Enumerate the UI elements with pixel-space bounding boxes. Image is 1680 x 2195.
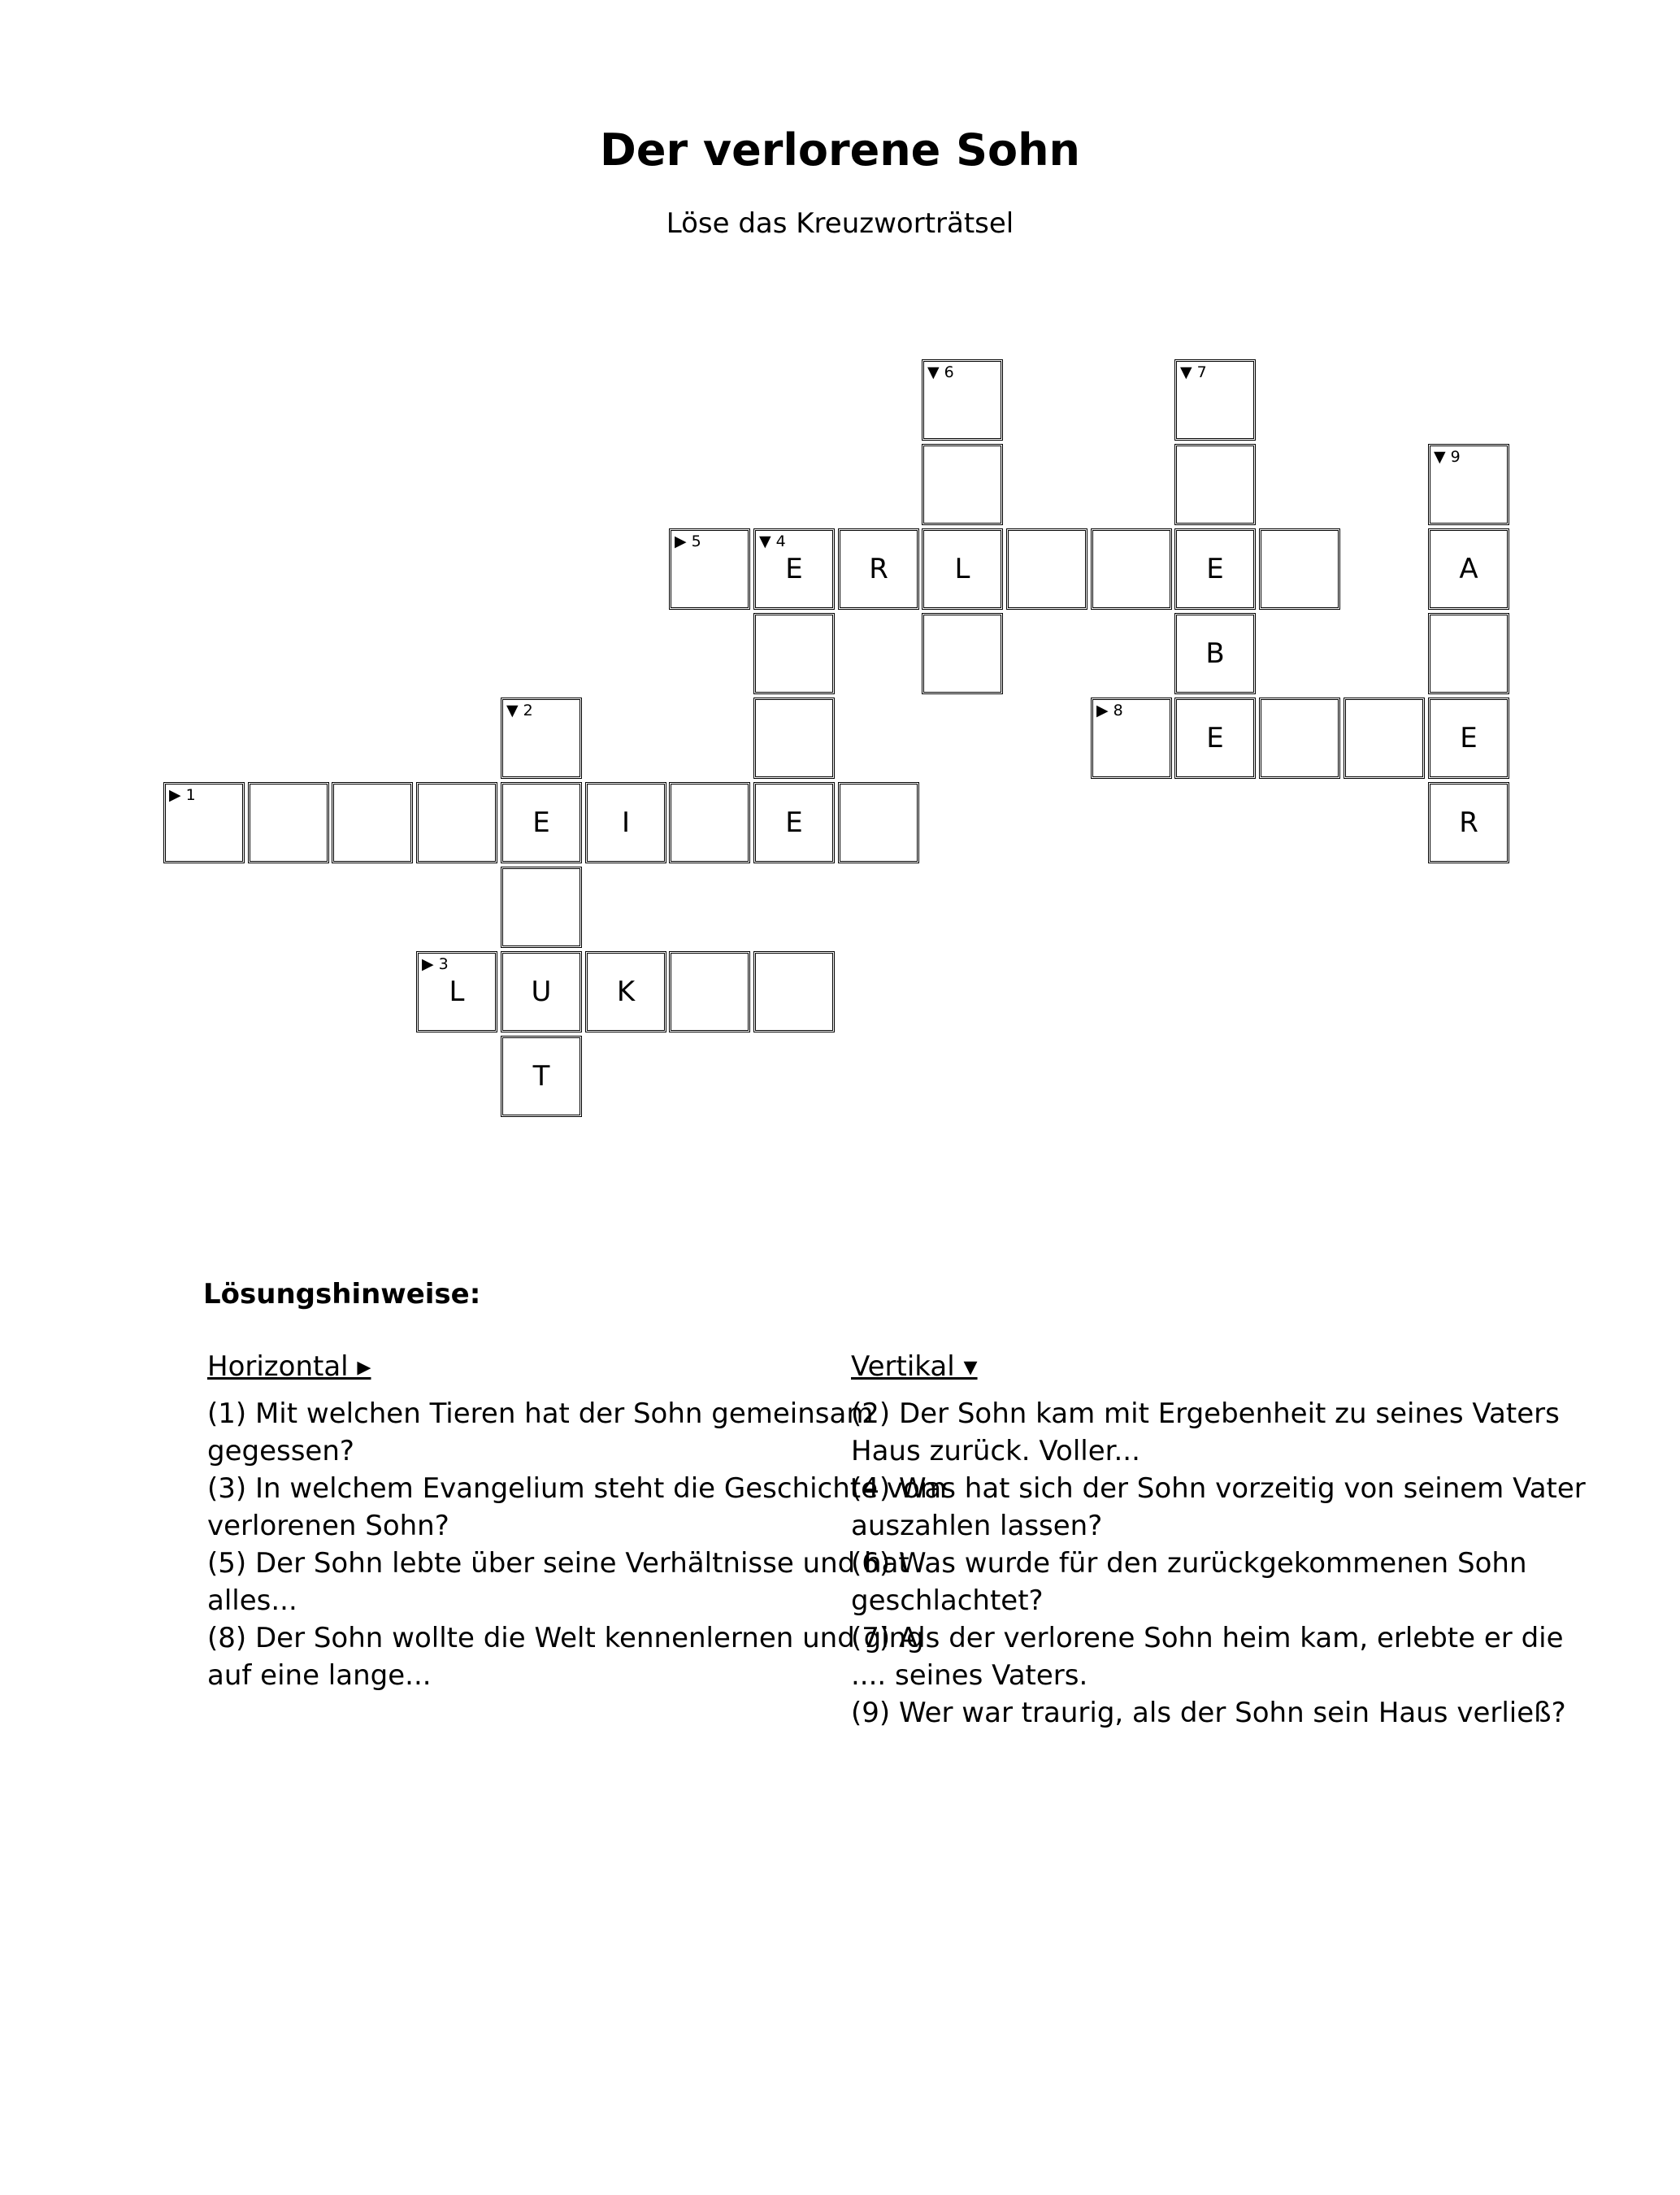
crossword-cell[interactable] xyxy=(1006,528,1087,610)
clue-vertical-7: (7) Als der verlorene Sohn heim kam, erlebte er die .... seines Vaters. xyxy=(851,1622,1564,1692)
cell-letter: U xyxy=(531,976,552,1008)
cell-letter xyxy=(924,446,1001,523)
cell-letter xyxy=(1261,700,1338,776)
crossword-cell[interactable] xyxy=(753,698,835,779)
clue-horizontal-3: (3) In welchem Evangelium steht die Geschichte vom verlorenen Sohn? xyxy=(207,1472,947,1542)
cell-letter xyxy=(756,700,832,776)
crossword-cell[interactable] xyxy=(1091,528,1172,610)
cell-letter: A xyxy=(1459,553,1478,585)
cell-letter xyxy=(503,700,580,776)
cell-letter: K xyxy=(616,976,636,1008)
crossword-cell[interactable] xyxy=(753,613,835,694)
horizontal-clues xyxy=(207,1348,963,1694)
cell-letter xyxy=(1261,531,1338,607)
crossword-cell[interactable] xyxy=(1091,698,1172,779)
cell-letter xyxy=(756,615,832,692)
cell-letter xyxy=(924,615,1001,692)
crossword-cell[interactable] xyxy=(753,782,835,863)
crossword-cell[interactable] xyxy=(753,951,835,1032)
crossword-cell[interactable] xyxy=(332,782,413,863)
clue-horizontal-1: (1) Mit welchen Tieren hat der Sohn gemeinsam gegessen? xyxy=(207,1397,874,1467)
crossword-cell[interactable] xyxy=(669,782,750,863)
crossword-cell[interactable] xyxy=(922,528,1003,610)
cell-letter xyxy=(166,785,242,861)
crossword-cell[interactable] xyxy=(585,782,666,863)
crossword-cell[interactable] xyxy=(1174,613,1256,694)
crossword-cell[interactable] xyxy=(416,951,497,1032)
crossword-cell[interactable] xyxy=(922,359,1003,441)
crossword-cell[interactable] xyxy=(501,867,582,948)
clue-vertical-9: (9) Wer war traurig, als der Sohn sein Haus verließ? xyxy=(851,1697,1566,1729)
cell-letter: E xyxy=(532,806,550,839)
crossword-cell[interactable] xyxy=(922,444,1003,525)
crossword-cell[interactable] xyxy=(1428,782,1509,863)
cell-letter: R xyxy=(1459,806,1478,839)
cell-letter xyxy=(503,869,580,945)
cell-letter xyxy=(1346,700,1422,776)
clue-horizontal-5: (5) Der Sohn lebte über seine Verhältnisse und hat alles... xyxy=(207,1547,909,1617)
cell-letter xyxy=(671,785,748,861)
vertical-clues xyxy=(851,1348,1607,1732)
cell-letter xyxy=(419,785,495,861)
crossword-cell[interactable] xyxy=(1174,359,1256,441)
cell-letter xyxy=(924,362,1001,438)
crossword-cell[interactable] xyxy=(1174,528,1256,610)
crossword-cell[interactable] xyxy=(669,528,750,610)
cell-number: ▼ 6 xyxy=(927,363,954,381)
crossword-cell[interactable] xyxy=(585,951,666,1032)
cell-letter xyxy=(334,785,410,861)
crossword-cell[interactable] xyxy=(922,613,1003,694)
crossword-cell[interactable] xyxy=(1428,698,1509,779)
cell-letter: E xyxy=(1206,553,1224,585)
crossword-cell[interactable] xyxy=(163,782,245,863)
clue-horizontal-8: (8) Der Sohn wollte die Welt kennenlernen und ging auf eine lange... xyxy=(207,1622,924,1692)
cell-number: ▶ 8 xyxy=(1096,702,1123,719)
crossword-cell[interactable] xyxy=(669,951,750,1032)
page-title: Der verlorene Sohn xyxy=(600,124,1080,176)
crossword-cell[interactable] xyxy=(838,782,919,863)
cell-letter: L xyxy=(449,976,465,1008)
cell-letter xyxy=(671,954,748,1030)
cell-letter xyxy=(671,531,748,607)
clue-vertical-6: (6) Was wurde für den zurückgekommenen Sohn geschlachtet? xyxy=(851,1547,1527,1617)
crossword-cell[interactable] xyxy=(501,698,582,779)
clue-vertical-2: (2) Der Sohn kam mit Ergebenheit zu seines Vaters Haus zurück. Voller... xyxy=(851,1397,1560,1467)
cell-letter xyxy=(1177,446,1253,523)
cell-letter: E xyxy=(785,806,803,839)
cell-number: ▼ 2 xyxy=(506,702,533,719)
crossword-cell[interactable] xyxy=(1259,528,1340,610)
cell-letter: T xyxy=(532,1060,550,1093)
cell-number: ▶ 3 xyxy=(422,955,449,973)
cell-number: ▼ 7 xyxy=(1180,363,1207,381)
horizontal-heading: Horizontal ▸ xyxy=(207,1350,371,1383)
crossword-cell[interactable] xyxy=(416,782,497,863)
cell-letter xyxy=(1430,615,1507,692)
cell-number: ▼ 9 xyxy=(1434,448,1461,466)
crossword-cell[interactable] xyxy=(1428,613,1509,694)
cell-letter xyxy=(1093,531,1170,607)
cell-letter: I xyxy=(621,806,631,839)
cell-number: ▶ 1 xyxy=(169,786,196,804)
cell-letter: E xyxy=(1460,722,1478,754)
cell-letter xyxy=(840,785,917,861)
cell-letter xyxy=(1177,362,1253,438)
cell-letter xyxy=(250,785,327,861)
cell-letter xyxy=(1430,446,1507,523)
clue-vertical-4: (4) Was hat sich der Sohn vorzeitig von seinem Vater auszahlen lassen? xyxy=(851,1472,1586,1542)
page-subtitle: Löse das Kreuzworträtsel xyxy=(666,207,1014,240)
cell-letter xyxy=(756,954,832,1030)
cell-letter: B xyxy=(1205,637,1225,670)
crossword-cell[interactable] xyxy=(753,528,835,610)
cell-letter xyxy=(1093,700,1170,776)
crossword-cell[interactable] xyxy=(1428,444,1509,525)
cell-letter: E xyxy=(785,553,803,585)
hints-heading: Lösungshinweise: xyxy=(203,1278,481,1310)
cell-number: ▶ 5 xyxy=(675,532,701,550)
vertical-heading: Vertikal ▾ xyxy=(851,1350,978,1383)
crossword-cell[interactable] xyxy=(501,782,582,863)
crossword-cell[interactable] xyxy=(1428,528,1509,610)
crossword-cell[interactable] xyxy=(838,528,919,610)
crossword-cell[interactable] xyxy=(1174,698,1256,779)
cell-letter xyxy=(1009,531,1085,607)
cell-letter: L xyxy=(954,553,970,585)
cell-letter: E xyxy=(1206,722,1224,754)
cell-number: ▼ 4 xyxy=(759,532,786,550)
crossword-cell[interactable] xyxy=(501,1036,582,1117)
crossword-cell[interactable] xyxy=(1259,698,1340,779)
crossword-cell[interactable] xyxy=(248,782,329,863)
cell-letter: R xyxy=(869,553,888,585)
crossword-cell[interactable] xyxy=(1174,444,1256,525)
crossword-cell[interactable] xyxy=(501,951,582,1032)
crossword-cell[interactable] xyxy=(1344,698,1425,779)
